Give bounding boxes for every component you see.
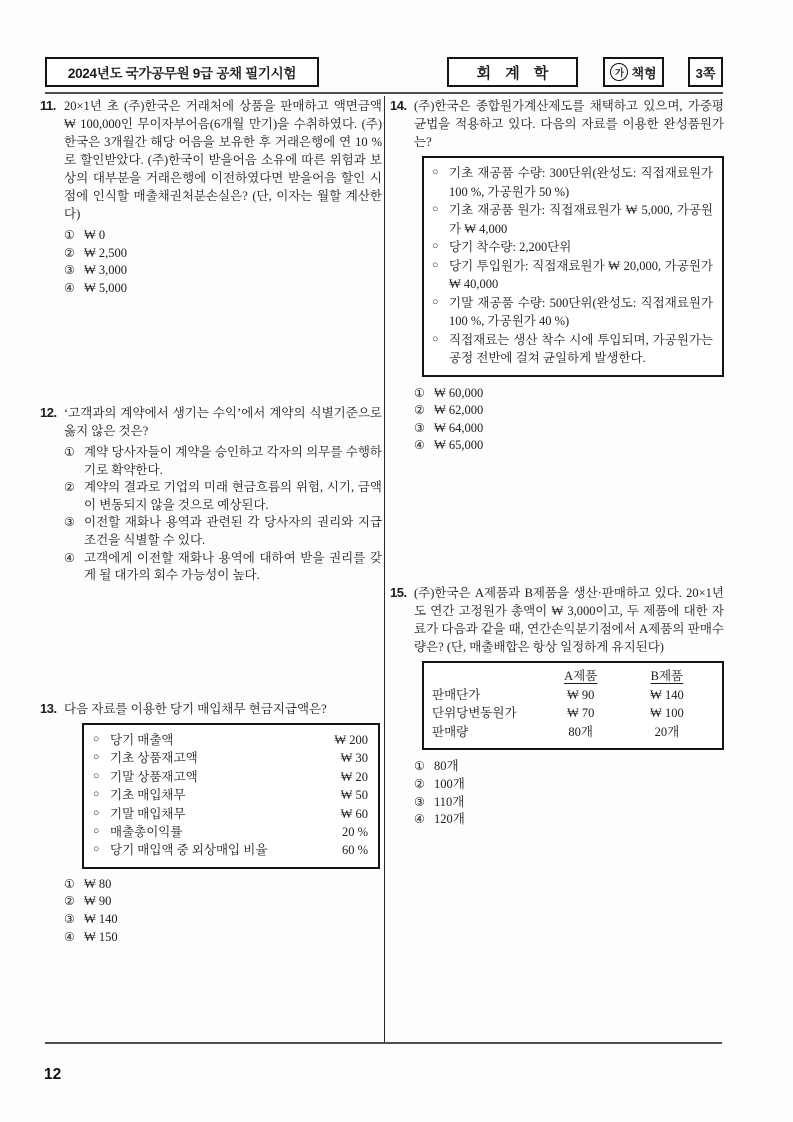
circle-bullet-icon: ○ — [93, 807, 100, 819]
question-12 — [40, 404, 382, 585]
option-text: 120개 — [434, 812, 465, 827]
row-label: 판매단가 — [432, 687, 481, 702]
data-value: 20 % — [341, 825, 368, 840]
bottom-rule — [45, 1042, 722, 1044]
question-13 — [40, 700, 382, 946]
option-marker: ③ — [414, 794, 425, 809]
cell-a: ₩ 70 — [566, 706, 595, 721]
page-number-box — [688, 57, 723, 87]
cell-a: 80개 — [568, 724, 593, 739]
option-4 — [64, 550, 382, 585]
circle-bullet-icon: ○ — [432, 296, 439, 308]
question-15-product-table — [422, 661, 724, 750]
data-line — [432, 257, 713, 294]
circle-bullet-icon: ○ — [93, 770, 100, 782]
option-text: ₩ 90 — [84, 894, 112, 909]
data-line — [432, 238, 713, 257]
option-4 — [414, 811, 724, 829]
option-marker: ③ — [414, 420, 425, 435]
book-type-box — [603, 57, 664, 87]
table-row — [432, 704, 710, 723]
option-marker: ② — [414, 776, 425, 791]
question-11-stem: 20×1년 초 (주)한국은 거래처에 상품을 판매하고 액면금액 ₩ 100,000인 무이자부어음(6개월 만기)을 수취하였다. (주)한국은 3개월간 해당 어음을 보유한 후 거래은행에 연 10 %로 할인받았다. (주)한국이 받을어음 소유에 따른 위험과 보상의 대부분을 거래은행에 이전하였다면 받을어음 할인 시점에 인식할 매출채권처분손실은? (단, 이자는 월할 계산한다) — [64, 99, 382, 221]
option-marker: ④ — [64, 929, 75, 944]
header-rule — [45, 92, 723, 94]
row-label: 단위당변동원가 — [432, 706, 517, 721]
option-text: ₩ 62,000 — [434, 403, 484, 418]
cell-b: 20개 — [654, 724, 680, 739]
question-13-data-box — [82, 723, 380, 869]
circle-bullet-icon: ○ — [93, 826, 100, 838]
option-marker: ② — [64, 245, 75, 260]
option-3 — [414, 794, 724, 812]
circle-bullet-icon: ○ — [93, 844, 100, 856]
option-text: ₩ 60,000 — [434, 385, 484, 400]
column-divider — [384, 96, 385, 1042]
option-marker: ③ — [64, 515, 75, 530]
option-marker: ④ — [64, 280, 75, 295]
option-text: 80개 — [434, 759, 459, 774]
data-text: 기초 재공품 수량: 300단위(완성도: 직접재료원가 100 %, 가공원가 50 %) — [449, 166, 713, 199]
option-marker: ① — [64, 876, 75, 891]
data-row — [93, 731, 368, 749]
data-label: 기말 상품재고액 — [110, 769, 198, 784]
question-12-number: 12. — [40, 405, 57, 420]
option-marker: ② — [414, 403, 425, 418]
question-11 — [40, 97, 382, 297]
data-text: 기말 재공품 수량: 500단위(완성도: 직접재료원가 100 %, 가공원가 40 %) — [449, 295, 713, 328]
option-text: ₩ 0 — [84, 228, 106, 242]
option-text: 계약 당사자들이 계약을 승인하고 각자의 의무를 수행하기로 확약한다. — [84, 445, 382, 477]
data-value: ₩ 60 — [340, 806, 368, 821]
option-marker: ③ — [64, 912, 75, 927]
option-3 — [64, 514, 382, 549]
option-1 — [414, 385, 724, 403]
data-label: 기초 상품재고액 — [110, 751, 198, 766]
option-marker: ① — [414, 759, 425, 774]
data-row — [93, 823, 368, 841]
subject-box — [447, 57, 578, 87]
option-4 — [414, 437, 724, 455]
option-4 — [64, 280, 382, 298]
exam-title: 2024년도 국가공무원 9급 공채 필기시험 — [67, 66, 297, 81]
data-row — [93, 841, 368, 859]
data-label: 기말 매입채무 — [110, 806, 186, 821]
option-1 — [414, 758, 724, 776]
question-14-number: 14. — [390, 98, 407, 113]
question-15-options — [414, 758, 724, 828]
option-text: 계약의 결과로 기업의 미래 현금흐름의 위험, 시기, 금액이 변동되지 않을 것으로 예상된다. — [84, 480, 382, 512]
circle-bullet-icon: ○ — [93, 752, 100, 764]
data-value: ₩ 200 — [334, 733, 368, 747]
question-13-options — [64, 876, 382, 946]
option-3 — [64, 262, 382, 280]
question-15-number: 15. — [390, 585, 407, 600]
data-label: 매출총이익률 — [110, 825, 183, 840]
exam-title-box — [45, 57, 319, 87]
option-marker: ① — [64, 445, 75, 459]
subject-label: 회 계 학 — [476, 64, 554, 82]
circle-bullet-icon: ○ — [432, 167, 439, 178]
option-marker: ③ — [64, 263, 75, 278]
data-text: 당기 투입원가: 직접재료원가 ₩ 20,000, 가공원가 ₩ 40,000 — [449, 258, 713, 291]
circle-bullet-icon: ○ — [93, 734, 100, 745]
question-12-stem: ‘고객과의 계약에서 생기는 수익’에서 계약의 식별기준으로 옳지 않은 것은? — [64, 406, 382, 438]
option-2 — [64, 479, 382, 514]
book-type-label: 책형 — [631, 65, 657, 81]
question-15 — [390, 584, 724, 829]
data-text: 기초 재공품 원가: 직접재료원가 ₩ 5,000, 가공원가 ₩ 4,000 — [449, 203, 713, 236]
question-13-number: 13. — [40, 701, 57, 716]
question-11-options — [64, 227, 382, 297]
option-1 — [64, 876, 382, 894]
data-line — [432, 201, 713, 238]
option-text: ₩ 5,000 — [84, 280, 128, 295]
option-text: ₩ 64,000 — [434, 420, 484, 435]
data-row — [93, 768, 368, 786]
data-text: 당기 착수량: 2,200단위 — [449, 240, 572, 254]
option-marker: ① — [414, 385, 425, 400]
column-header-a: A제품 — [564, 669, 598, 683]
question-14-options — [414, 385, 724, 455]
option-text: ₩ 140 — [84, 912, 118, 927]
option-2 — [64, 893, 382, 911]
option-text: ₩ 3,000 — [84, 263, 128, 278]
data-label: 당기 매출액 — [110, 733, 174, 747]
option-marker: ② — [64, 480, 75, 495]
question-11-number: 11. — [40, 98, 56, 113]
table-row — [432, 723, 710, 742]
data-row — [93, 786, 368, 804]
data-label: 당기 매입액 중 외상매입 비율 — [110, 843, 268, 858]
question-14 — [390, 97, 724, 455]
page-label: 3쪽 — [695, 65, 716, 81]
data-value: ₩ 50 — [340, 788, 368, 803]
option-marker: ④ — [414, 812, 425, 827]
table-header-row — [432, 667, 710, 686]
data-line — [432, 294, 713, 331]
footer-page-number: 12 — [44, 1066, 62, 1083]
option-2 — [64, 245, 382, 263]
option-text: 고객에게 이전할 재화나 용역에 대하여 받을 권리를 갖게 될 대가의 회수 가능성이 높다. — [84, 550, 382, 583]
data-label: 기초 매입채무 — [110, 788, 186, 803]
option-marker: ② — [64, 894, 75, 909]
option-4 — [64, 929, 382, 947]
table-corner-cell — [432, 667, 538, 686]
option-1 — [64, 227, 382, 245]
cell-b: ₩ 140 — [650, 687, 684, 702]
option-3 — [64, 911, 382, 929]
option-marker: ① — [64, 228, 75, 242]
data-value: 60 % — [341, 843, 368, 858]
option-2 — [414, 776, 724, 794]
data-row — [93, 805, 368, 823]
question-12-options — [64, 444, 382, 585]
book-type-letter: 가 — [614, 68, 625, 79]
data-text: 직접재료는 생산 착수 시에 투입되며, 가공원가는 공정 전반에 걸쳐 균일하게 발생한다. — [449, 332, 713, 365]
data-value: ₩ 30 — [340, 751, 368, 766]
cell-b: ₩ 100 — [650, 706, 684, 721]
option-text: ₩ 80 — [84, 876, 112, 891]
option-text: ₩ 2,500 — [84, 245, 128, 260]
option-2 — [414, 402, 724, 420]
question-13-stem: 다음 자료를 이용한 당기 매입채무 현금지급액은? — [64, 702, 327, 716]
option-marker: ④ — [64, 550, 75, 565]
circle-bullet-icon: ○ — [432, 204, 439, 215]
circled-ga-icon — [610, 63, 628, 81]
circle-bullet-icon: ○ — [432, 259, 439, 271]
table-row — [432, 686, 710, 705]
option-text: 100개 — [434, 776, 465, 791]
option-marker: ④ — [414, 438, 425, 453]
question-15-stem: (주)한국은 A제품과 B제품을 생산·판매하고 있다. 20×1년도 연간 고정원가 총액이 ₩ 3,000이고, 두 제품에 대한 자료가 다음과 같을 때, 연간손익분기점에서 A제품의 판매수량은? (단, 매출배합은 항상 일정하게 유지된다) — [414, 586, 724, 654]
circle-bullet-icon: ○ — [93, 789, 100, 801]
option-text: 이전할 재화나 용역과 관련된 각 당사자의 권리와 지급조건을 식별할 수 있다. — [84, 515, 382, 547]
option-3 — [414, 420, 724, 438]
row-label: 판매량 — [432, 724, 469, 739]
data-row — [93, 749, 368, 767]
question-14-data-box — [422, 156, 724, 377]
column-header-b: B제품 — [650, 669, 684, 683]
option-text: 110개 — [434, 794, 465, 809]
circle-bullet-icon: ○ — [432, 241, 439, 252]
circle-bullet-icon: ○ — [432, 333, 439, 345]
option-text: ₩ 65,000 — [434, 438, 484, 453]
data-line — [432, 331, 713, 368]
cell-a: ₩ 90 — [566, 687, 595, 702]
data-value: ₩ 20 — [340, 769, 368, 784]
option-1 — [64, 444, 382, 479]
data-line — [432, 164, 713, 201]
question-14-stem: (주)한국은 종합원가계산제도를 채택하고 있으며, 가중평균법을 적용하고 있다. 다음의 자료를 이용한 완성품원가는? — [414, 99, 724, 149]
option-text: ₩ 150 — [84, 929, 118, 944]
